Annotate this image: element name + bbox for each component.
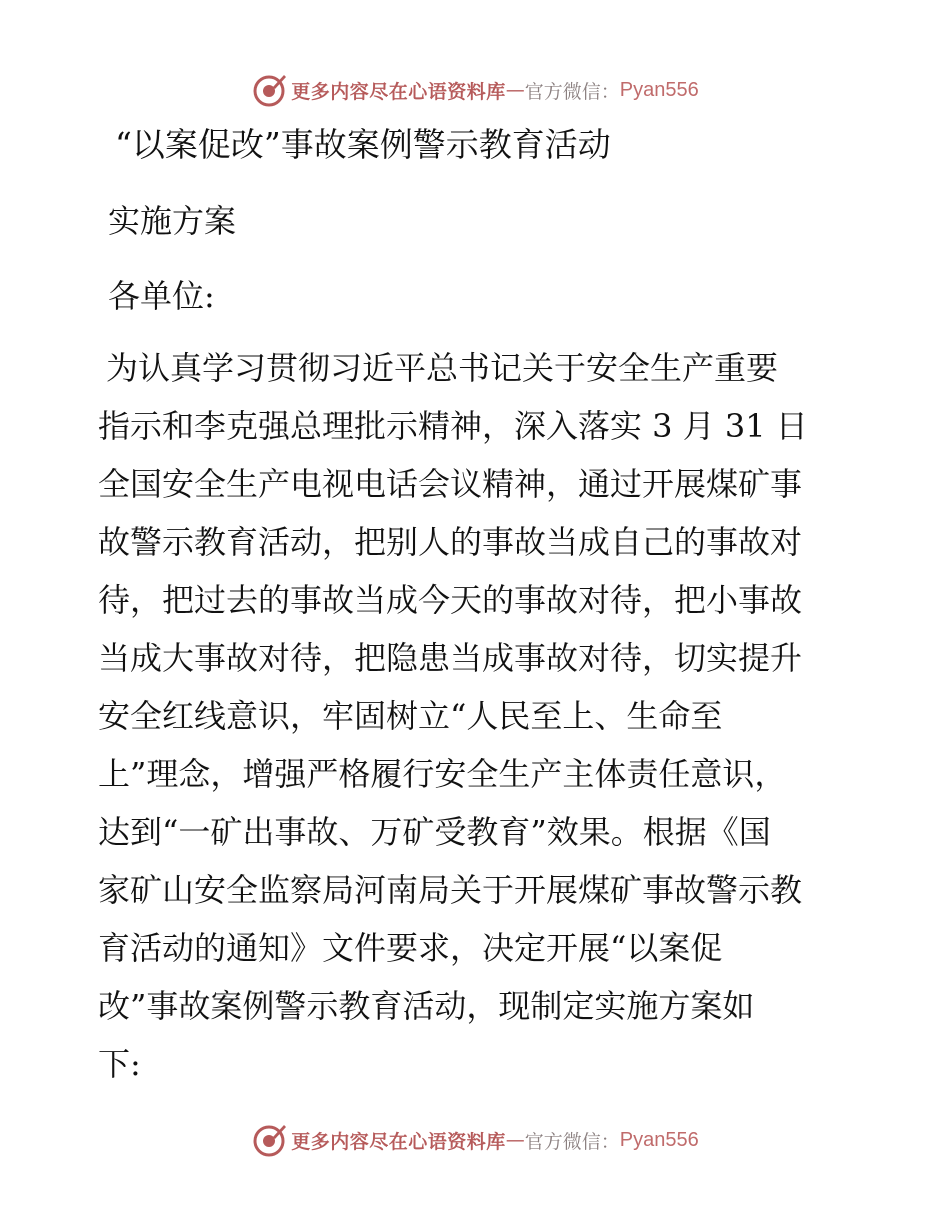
document-subtitle: 实施方案: [108, 202, 237, 240]
body-line: 安全红线意识，牢固树立“人民至上、生命至: [98, 697, 723, 735]
body-line: 育活动的通知》文件要求，决定开展“以案促: [98, 929, 723, 967]
promo-text: 更多内容尽在心语资料库: [291, 80, 506, 103]
document-title: “以案促改”事故案例警示教育活动: [115, 125, 611, 164]
wechat-id: Pyan556: [619, 78, 699, 101]
body-line: 下:: [98, 1045, 141, 1083]
body-line: 上”理念，增强严格履行安全生产主体责任意识，: [98, 755, 787, 793]
wechat-label: 官方微信：: [524, 80, 620, 103]
quill-seal-icon: [251, 72, 287, 108]
salutation: 各单位:: [108, 277, 215, 315]
wechat-label: 官方微信：: [524, 1130, 620, 1153]
promo-dash: —: [505, 1129, 525, 1151]
quill-seal-icon: [251, 1122, 287, 1158]
body-line: 家矿山安全监察局河南局关于开展煤矿事故警示教: [98, 871, 803, 909]
body-line: 指示和李克强总理批示精神，深入落实 3 月 31 日: [98, 407, 808, 445]
body-line: 当成大事故对待，把隐患当成事故对待，切实提升: [98, 639, 803, 677]
body-line: 待，把过去的事故当成今天的事故对待，把小事故: [98, 581, 803, 619]
body-line: 改”事故案例警示教育活动，现制定实施方案如: [98, 987, 755, 1025]
body-line: 达到“一矿出事故、万矿受教育”效果。根据《国: [98, 813, 771, 851]
promo-text: 更多内容尽在心语资料库: [291, 1130, 506, 1153]
body-line: 全国安全生产电视电话会议精神，通过开展煤矿事: [98, 465, 803, 503]
wechat-id: Pyan556: [619, 1128, 699, 1151]
watermark-banner-bottom: [0, 1120, 950, 1160]
promo-dash: —: [505, 79, 525, 101]
body-line: 故警示教育活动，把别人的事故当成自己的事故对: [98, 523, 803, 561]
body-line: 为认真学习贯彻习近平总书记关于安全生产重要: [106, 349, 779, 387]
watermark-banner-top: [0, 70, 950, 110]
